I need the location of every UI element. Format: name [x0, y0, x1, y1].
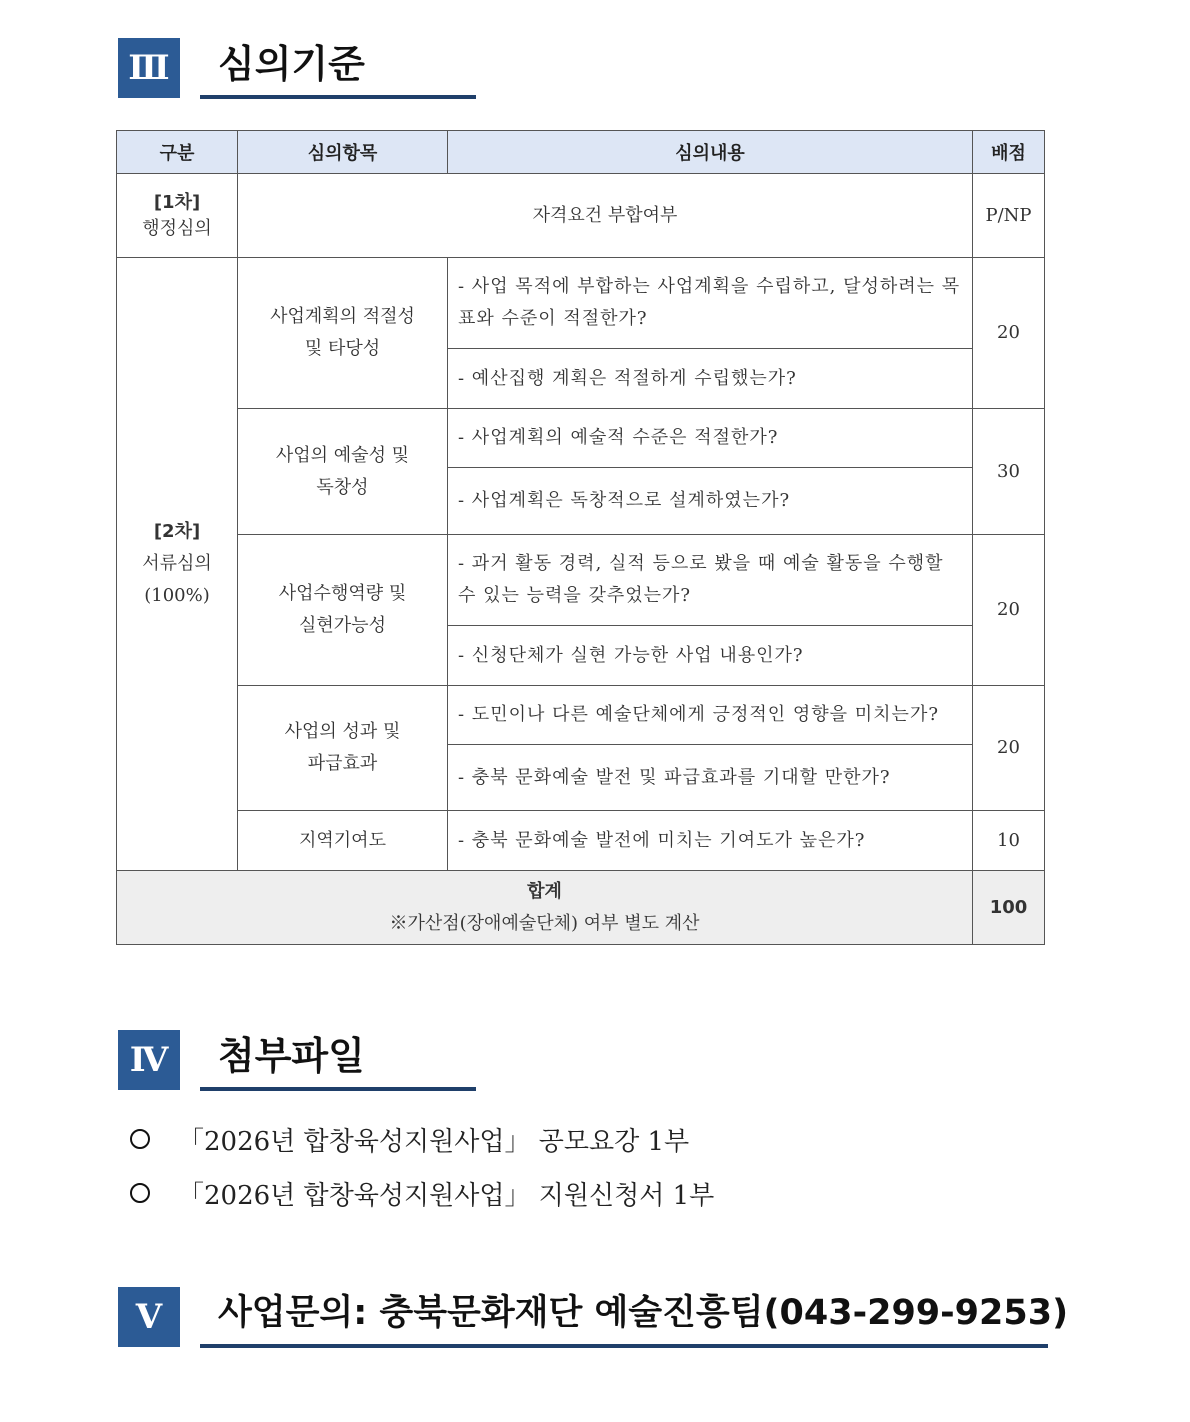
- total-score: 100: [973, 871, 1045, 945]
- content-cell: - 신청단체가 실현 가능한 사업 내용인가?: [448, 626, 973, 686]
- category-cell-2: [117, 258, 238, 871]
- score-cell: 10: [973, 811, 1045, 871]
- score-cell: 20: [973, 686, 1045, 811]
- section-3-underline: [200, 95, 476, 99]
- section-5-title: 사업문의: 충북문화재단 예술진흥팀(043-299-9253): [218, 1293, 1069, 1333]
- header-category: 구분: [117, 131, 238, 174]
- item-label: 및 타당성: [304, 338, 381, 359]
- section-3-numeral: Ⅲ: [118, 38, 180, 98]
- item-label: 사업계획의 적절성: [270, 306, 415, 327]
- category-sublabel: 서류심의: [142, 553, 212, 574]
- item-label: 실현가능성: [299, 615, 386, 636]
- header-item: 심의항목: [238, 131, 448, 174]
- section-3-title: 심의기준: [218, 42, 365, 86]
- list-item: [130, 1112, 714, 1166]
- content-cell: - 도민이나 다른 예술단체에게 긍정적인 영향을 미치는가?: [448, 686, 973, 745]
- content-cell: - 사업계획의 예술적 수준은 적절한가?: [448, 409, 973, 468]
- item-label: 파급효과: [307, 753, 378, 774]
- section-4-title: 첨부파일: [218, 1034, 365, 1078]
- table-row: [117, 258, 1045, 349]
- item-cell: [238, 409, 448, 535]
- table-row: [117, 174, 1045, 258]
- score-cell: P/NP: [973, 174, 1045, 258]
- attachment-label: 「2026년 합창육성지원사업」 지원신청서 1부: [178, 1180, 715, 1211]
- table-row: [117, 811, 1045, 871]
- header-content: 심의내용: [448, 131, 973, 174]
- table-header-row: [117, 131, 1045, 174]
- category-percent: (100%): [144, 585, 210, 606]
- item-cell: [238, 686, 448, 811]
- section-5-underline: [200, 1344, 1048, 1348]
- content-cell: - 충북 문화예술 발전에 미치는 기여도가 높은가?: [448, 811, 973, 871]
- score-cell: 20: [973, 535, 1045, 686]
- content-cell: - 사업 목적에 부합하는 사업계획을 수립하고, 달성하려는 목표와 수준이 적절한가?: [448, 258, 973, 349]
- category-sublabel: 행정심의: [142, 217, 212, 239]
- item-label: 사업수행역량 및: [278, 583, 407, 604]
- content-cell: - 충북 문화예술 발전 및 파급효과를 기대할 만한가?: [448, 745, 973, 811]
- circle-bullet-icon: [130, 1129, 150, 1149]
- content-cell: 자격요건 부합여부: [238, 174, 973, 258]
- total-label: 합계: [527, 880, 562, 902]
- section-4-underline: [200, 1087, 476, 1091]
- item-cell: [238, 811, 448, 871]
- total-row: [117, 871, 1045, 945]
- category-label: [2차]: [153, 521, 201, 542]
- score-cell: 20: [973, 258, 1045, 409]
- attachment-list: [130, 1112, 714, 1220]
- category-cell-1: [117, 174, 238, 258]
- item-label: 독창성: [316, 476, 369, 498]
- content-cell: - 사업계획은 독창적으로 설계하였는가?: [448, 468, 973, 535]
- circle-bullet-icon: [130, 1183, 150, 1203]
- attachment-label: 「2026년 합창육성지원사업」 공모요강 1부: [178, 1126, 690, 1157]
- item-cell: [238, 258, 448, 409]
- score-cell: 30: [973, 409, 1045, 535]
- item-label: 사업의 성과 및: [284, 721, 401, 742]
- table-row: [117, 409, 1045, 468]
- total-note: ※가산점(장애예술단체) 여부 별도 계산: [389, 912, 700, 934]
- item-label: 지역기여도: [299, 829, 386, 851]
- total-cell: [117, 871, 973, 945]
- criteria-table: [116, 130, 1045, 945]
- content-cell: - 과거 활동 경력, 실적 등으로 봤을 때 예술 활동을 수행할 수 있는 능력을 갖추었는가?: [448, 535, 973, 626]
- table-row: [117, 535, 1045, 626]
- content-cell: - 예산집행 계획은 적절하게 수립했는가?: [448, 349, 973, 409]
- table-row: [117, 686, 1045, 745]
- header-score: 배점: [973, 131, 1045, 174]
- section-4-numeral: Ⅳ: [118, 1030, 180, 1090]
- section-5-numeral: Ⅴ: [118, 1287, 180, 1347]
- item-label: 사업의 예술성 및: [275, 444, 410, 466]
- item-cell: [238, 535, 448, 686]
- list-item: [130, 1166, 714, 1220]
- category-label: [1차]: [153, 191, 201, 213]
